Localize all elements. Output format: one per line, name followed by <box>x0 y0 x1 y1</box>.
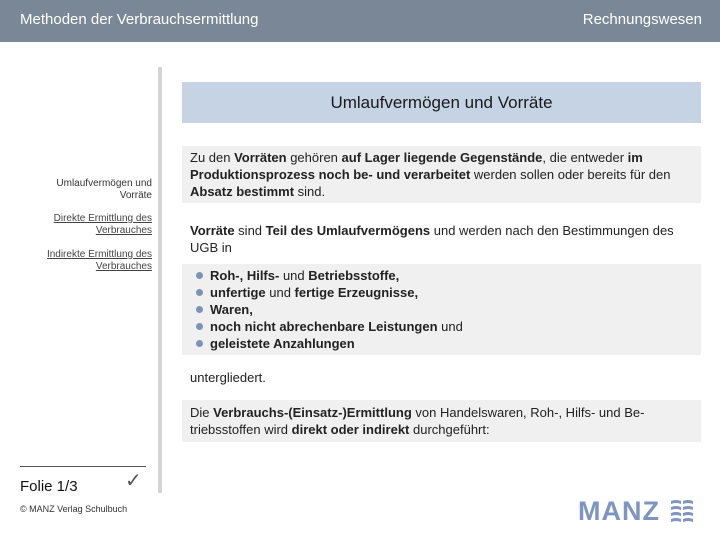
logo-stripes-icon <box>668 497 696 525</box>
text: sind. <box>294 184 326 199</box>
bullet-box <box>182 264 701 355</box>
text: Verbrauchs-(Einsatz-)Ermittlung <box>213 405 412 420</box>
footer-divider <box>20 466 146 467</box>
nav-item-indirekte-ermittlung[interactable]: Indirekte Ermittlung des Verbrauches <box>46 249 152 272</box>
bullet-icon <box>196 272 203 279</box>
umlaufvermoegen-text <box>190 222 700 256</box>
slide-title: Umlaufvermögen und Vorräte <box>182 82 701 123</box>
verbrauchsermittlung-box <box>182 400 701 442</box>
text: im Produktionsprozess noch be- und verarbeitet <box>190 150 643 182</box>
text: sind <box>234 223 266 238</box>
bullet-icon <box>196 289 203 296</box>
text: Teil des Umlaufvermögens <box>265 223 431 238</box>
slide-counter: Folie 1/3 <box>20 478 78 495</box>
list-item: Waren, <box>190 301 693 318</box>
text: gehören <box>286 150 342 165</box>
list-item: noch nicht abrechenbare Leistungen und <box>190 318 693 335</box>
text: und werden nach den Bestimmungen des UGB in <box>190 223 674 255</box>
list-item: Roh-, Hilfs- und Betriebsstoffe, <box>190 267 693 284</box>
list-item: geleistete Anzahlungen <box>190 335 693 352</box>
text: werden sollen oder bereits für den <box>470 167 671 182</box>
copyright: © MANZ Verlag Schulbuch <box>20 504 128 514</box>
text: Absatz bestimmt <box>190 184 295 199</box>
text: Vorräte <box>190 223 235 238</box>
text: auf Lager liegende Gegenstände <box>341 150 543 165</box>
text: Zu den <box>190 150 235 165</box>
text: Vorräten <box>234 150 287 165</box>
bullet-icon <box>196 306 203 313</box>
bullet-icon <box>196 340 203 347</box>
section-title: Methoden der Verbrauchsermittlung <box>20 11 259 28</box>
text: durchgeführt: <box>409 422 490 437</box>
untergliedert-text: untergliedert. <box>190 370 266 385</box>
nav-item-direkte-ermittlung[interactable]: Direkte Ermittlung des Verbrauches <box>53 213 152 236</box>
header-bar <box>0 0 720 42</box>
manz-logo: MANZ <box>578 496 660 526</box>
nav-item-umlaufvermoegen[interactable]: Umlaufvermögen und Vorräte <box>56 178 152 201</box>
category-list <box>190 267 693 352</box>
text: Die <box>190 405 214 420</box>
text: , die entweder <box>542 150 628 165</box>
bullet-icon <box>196 323 203 330</box>
subject-title: Rechnungswesen <box>582 11 702 28</box>
text: von Handelswaren, Roh-, Hilfs- und Be-triebsstoffen wird <box>190 405 645 437</box>
checkmark-icon[interactable]: ✓ <box>125 470 142 492</box>
text: direkt oder indirekt <box>291 422 410 437</box>
list-item: unfertige und fertige Erzeugnisse, <box>190 284 693 301</box>
vertical-divider <box>158 67 162 493</box>
definition-box <box>182 146 701 203</box>
